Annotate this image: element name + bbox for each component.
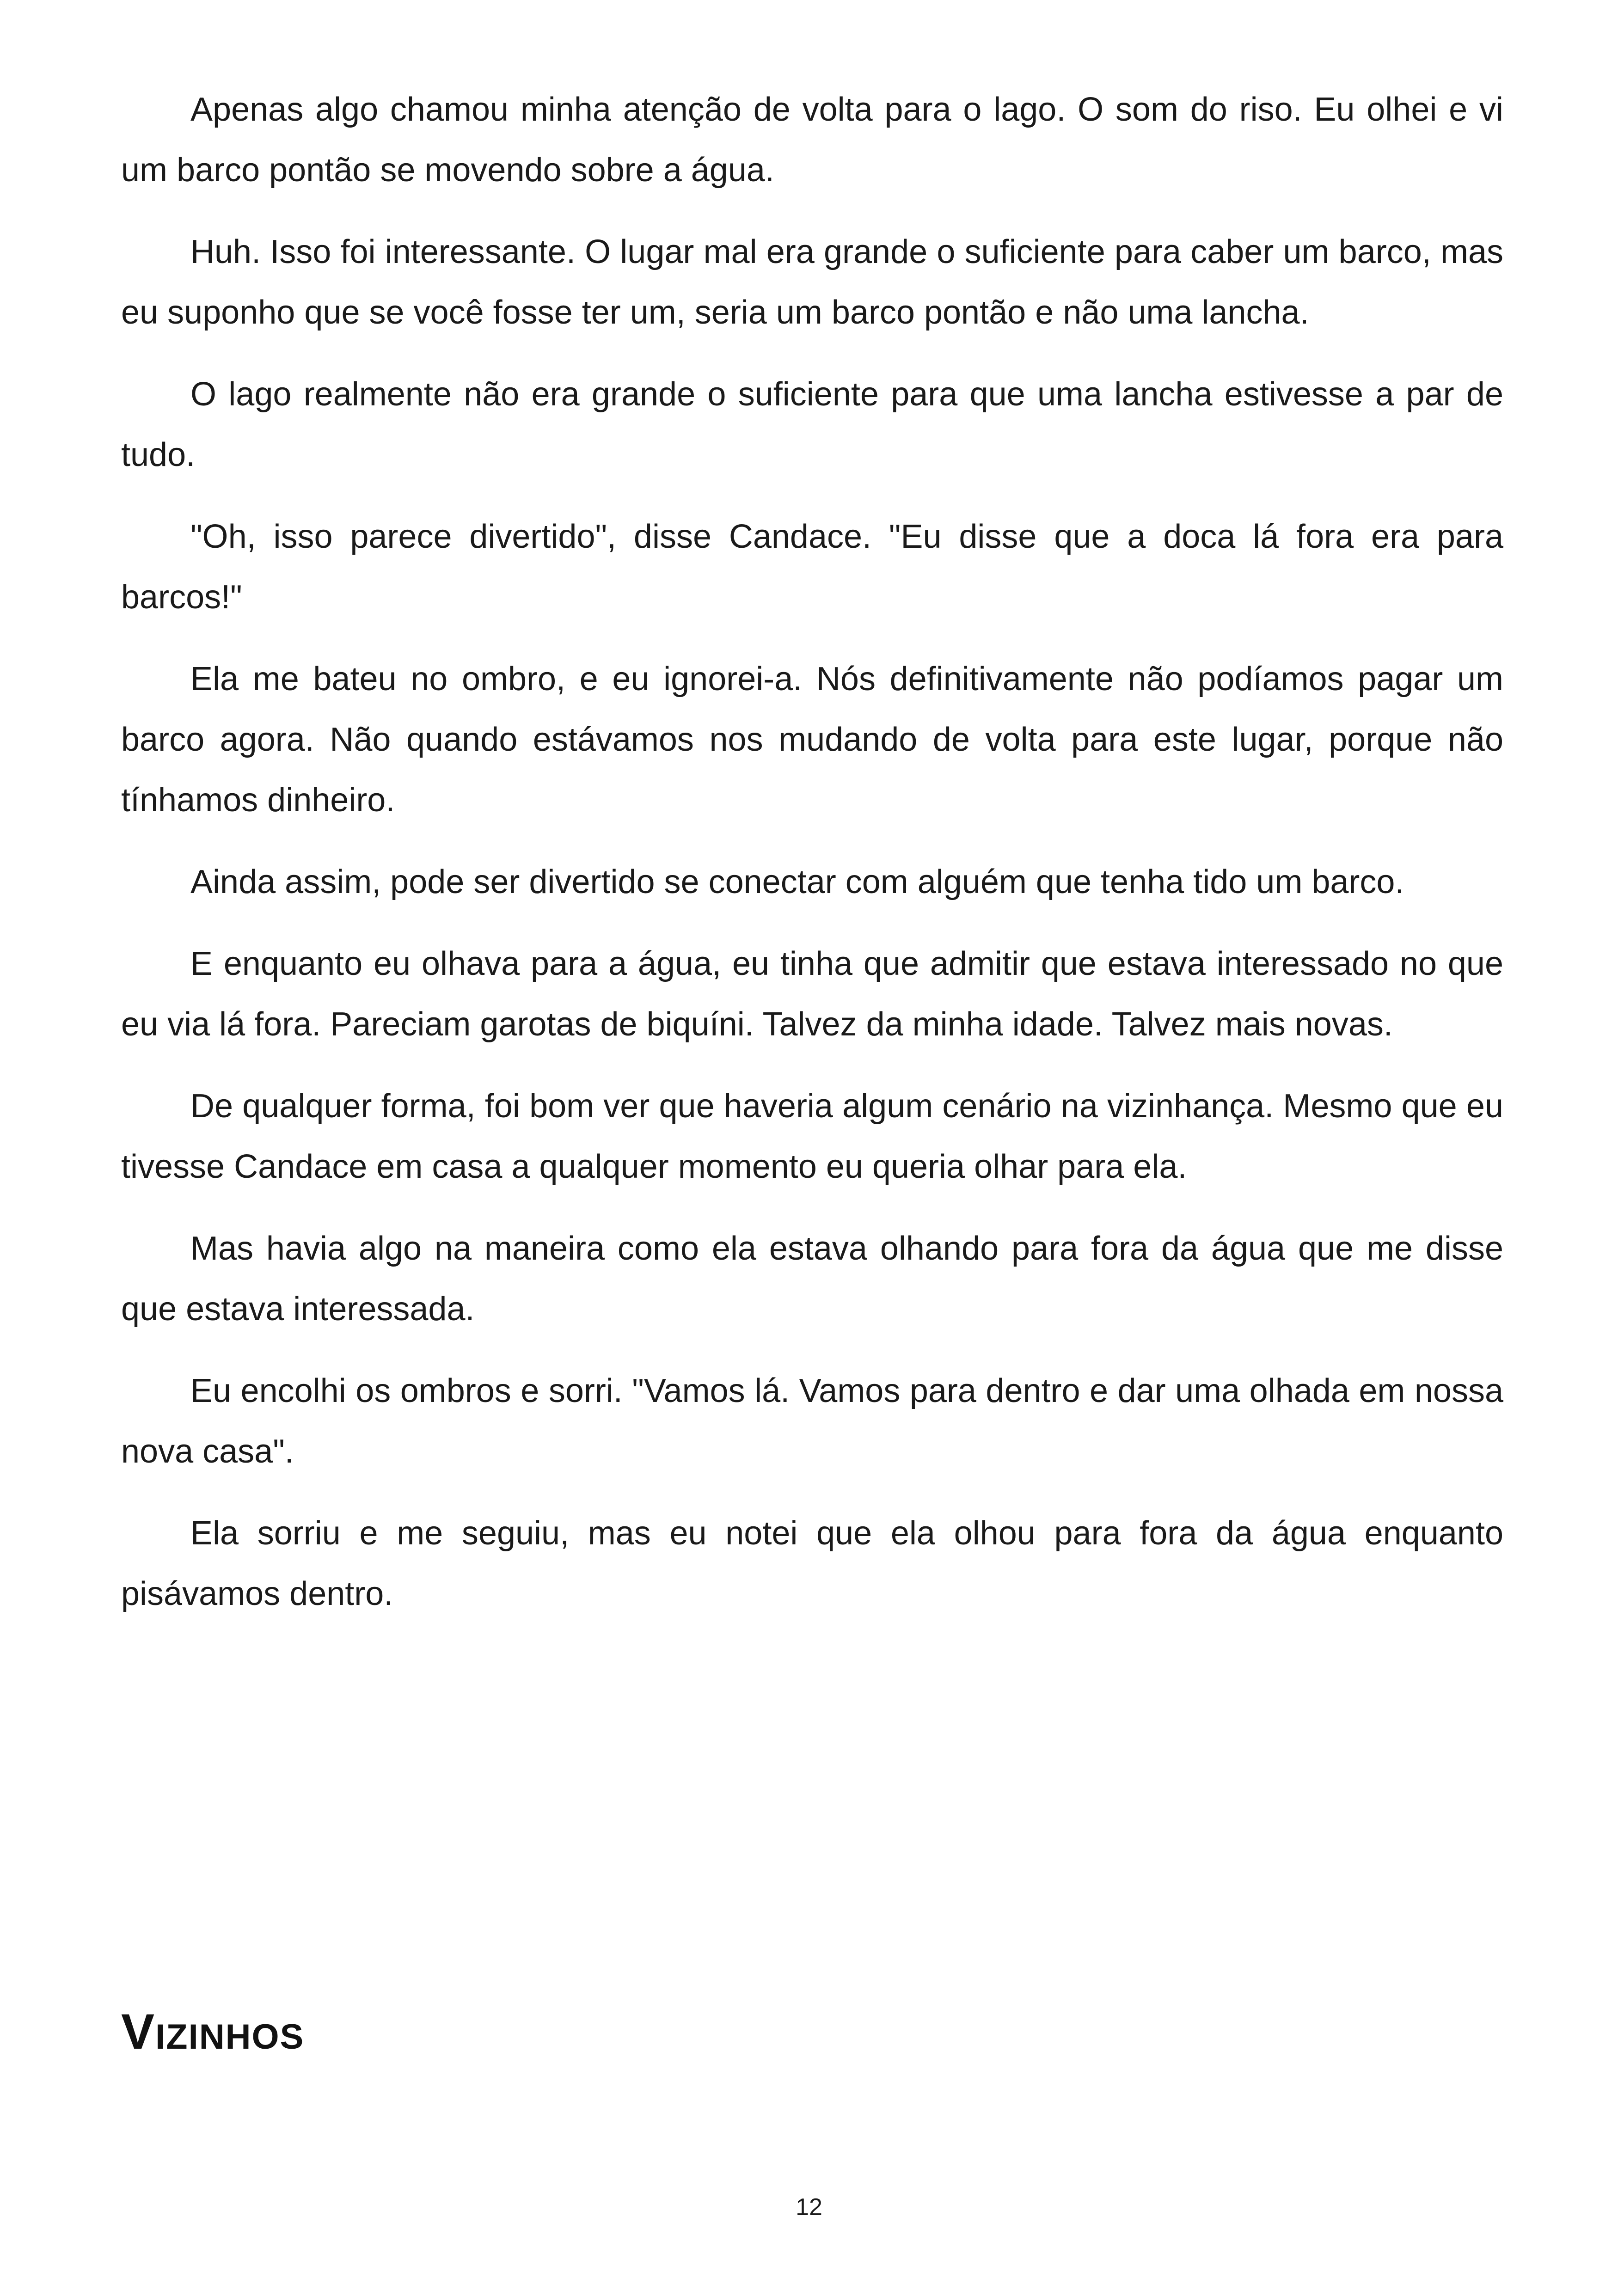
page-number: 12: [796, 2194, 822, 2221]
paragraph: Ela me bateu no ombro, e eu ignorei-a. Nós definitivamente não podíamos pagar um barco agora. Não quando estávamos nos mudando de volta para este lugar, porque não tínhamos dinheiro.: [121, 661, 1503, 819]
paragraph: Apenas algo chamou minha atenção de volta para o lago. O som do riso. Eu olhei e vi um barco pontão se movendo sobre a água.: [121, 91, 1503, 189]
paragraph: "Oh, isso parece divertido", disse Candace. "Eu disse que a doca lá fora era para barcos!": [121, 518, 1503, 616]
paragraph: Ela sorriu e me seguiu, mas eu notei que ela olhou para fora da água enquanto pisávamos dentro.: [121, 1515, 1503, 1612]
body-text: [121, 80, 1503, 1646]
chapter-heading: Vizinhos: [121, 2003, 305, 2059]
paragraph: Ainda assim, pode ser divertido se conectar com alguém que tenha tido um barco.: [190, 863, 1404, 900]
paragraph: O lago realmente não era grande o suficiente para que uma lancha estivesse a par de tudo.: [121, 376, 1503, 473]
paragraph: De qualquer forma, foi bom ver que haveria algum cenário na vizinhança. Mesmo que eu tivesse Candace em casa a qualquer momento eu queria olhar para ela.: [121, 1088, 1503, 1185]
paragraph: Huh. Isso foi interessante. O lugar mal era grande o suficiente para caber um barco, mas eu suponho que se você fosse ter um, seria um barco pontão e não uma lancha.: [121, 233, 1503, 331]
paragraph: E enquanto eu olhava para a água, eu tinha que admitir que estava interessado no que eu via lá fora. Pareciam garotas de biquíni. Talvez da minha idade. Talvez mais novas.: [121, 945, 1503, 1043]
paragraph: Mas havia algo na maneira como ela estava olhando para fora da água que me disse que estava interessada.: [121, 1230, 1503, 1328]
paragraph: Eu encolhi os ombros e sorri. "Vamos lá. Vamos para dentro e dar uma olhada em nossa nova casa".: [121, 1372, 1503, 1470]
